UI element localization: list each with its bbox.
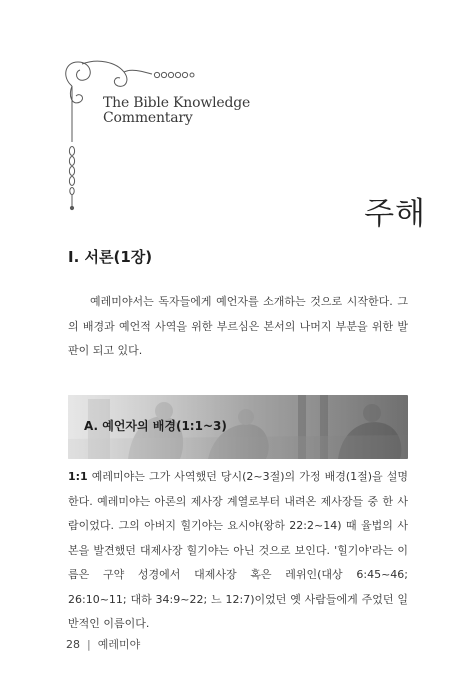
verse-text: 예레미야는 그가 사역했던 당시(2~3절)의 가정 배경(1절)을 설명한다. 예레미야는 아론의 제사장 계열로부터 내려온 제사장들 중 한 사람이었다. 그의 아버지 힐기야는 요시야(왕하 22:2~14) 때 율법의 사본을 발견했던 대제사장 힐기야는 아닌 것으로 보인다. '힐기야'라는 이름은 구약 성경에서 대제사장 혹은 레위인(대상 6:45~46; 26:10~11; 대하 34:9~22; 느 12:7)이었던 옛 사람들에게 주었던 일반적인 이름이다. xyxy=(68,470,408,630)
subsection-label: A. 예언자의 배경(1:1~3) xyxy=(84,419,227,433)
series-title-line2: Commentary xyxy=(103,110,193,126)
series-title-line1: The Bible Knowledge xyxy=(103,95,251,111)
series-title xyxy=(103,96,250,126)
chapter-heading: 주해 xyxy=(364,196,426,232)
page-footer xyxy=(66,636,140,652)
subsection-banner xyxy=(68,395,408,459)
verse-paragraph xyxy=(68,465,408,637)
footer-separator: | xyxy=(87,638,91,651)
flourish-ornament-icon xyxy=(58,56,198,216)
section-title: Ⅰ. 서론(1장) xyxy=(68,248,153,266)
verse-reference: 1:1 xyxy=(68,470,88,483)
page-number: 28 xyxy=(66,638,80,651)
footer-book-name: 예레미야 xyxy=(97,638,141,651)
intro-paragraph: 예레미야서는 독자들에게 예언자를 소개하는 것으로 시작한다. 그의 배경과 예언적 사역을 위한 부르심은 본서의 나머지 부분을 위한 발판이 되고 있다. xyxy=(68,295,408,357)
